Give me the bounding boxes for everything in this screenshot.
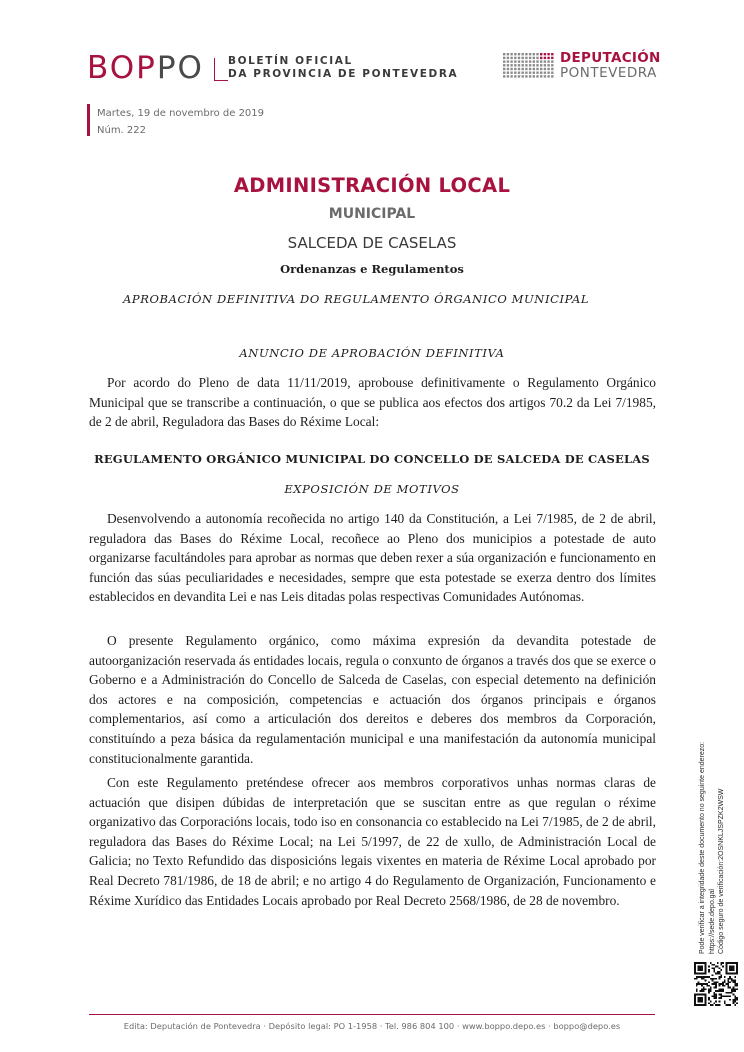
motivos-title: EXPOSICIÓN DE MOTIVOS [284, 482, 460, 496]
verification-line1: Pode verificar a integridade deste documento no seguinte enderezo: [699, 741, 706, 954]
subsection-title: MUNICIPAL [328, 206, 416, 222]
verification-note [698, 742, 727, 954]
bulletin-name-line1: BOLETÍN OFICIAL [228, 55, 353, 67]
entity-name: SALCEDA DE CASELAS [287, 234, 457, 252]
subject-title: APROBACIÓN DEFINITIVA DO REGULAMENTO ÓRGANICO MUNICIPAL [123, 292, 590, 306]
logo-bop: BOP [87, 50, 157, 86]
bulletin-name-line2: DA PROVINCIA DE PONTEVEDRA [228, 68, 459, 80]
issue-number: Núm. 222 [97, 125, 147, 136]
paragraph-motivos-1: Desenvolvendo a autonomía recoñecida no artigo 140 da Constitución, a Lei 7/1985, de 2 de abril, reguladora das Bases do Réxime Local, recoñece ao Pleno dos municipios a potestade de auto organizarse facultándoles para aprobar as normas que deben rexer a súa organización e funcionamento en función das súas peculiaridades e necesidades, sempre que esta potestade se exerza dentro dos límites establecidos en devandita Lei e nas Leis ditadas polas respectivas Comunidades Autónomas. [89, 511, 656, 605]
paragraph-motivos-3: Con este Regulamento preténdese ofrecer aos membros corporativos unhas normas claras de actuación que disipen dúbidas de interpretación que se suscitan entre as que regulan o réxime organizativo das Corporacións locais, todo iso en consonancia co establecido na Lei 7/1985, de 2 de abril, reguladora das Bases do Réxime Local; na Lei 5/1997, de 22 de xullo, de Administración Local de Galicia; no Texto Refundido das disposicións legais vixentes en materia de Réxime Local aprobado por Real Decreto 781/1986, de 18 de abril; e no artigo 4 do Regulamento de Organización, Funcionamento e Réxime Xurídico das Entidades Locais aprobado por Real Decreto 2568/1986, de 28 de novembro. [89, 775, 656, 908]
deputacion-logo-icon [503, 53, 555, 79]
footer-text: Edita: Deputación de Pontevedra · Depósito legal: PO 1-1958 · Tel. 986 804 100 · www.boppo.depo.es · boppo@depo.es [123, 1021, 621, 1031]
paragraph-intro: Por acordo do Pleno de data 11/11/2019, aprobouse definitivamente o Regulamento Orgánico Municipal que se transcribe a continuación, o que se publica aos efectos dos artigos 70.2 da Lei 7/1985, de 2 de abril, Reguladora das Bases do Réxime Local: [89, 375, 656, 430]
paragraph-motivos-2: O presente Regulamento orgánico, como máxima expresión da devandita potestade de autoorganización reservada ás entidades locais, regula o conxunto de órganos a través dos que se exerce o Goberno e a Administración do Concello de Salceda de Caselas, con especial detemento na definición dos actores e na composición, competencias e actuación dos órganos principais e órganos complementarios, así como a articulación dos dereitos e deberes dos membros da Corporación, constituíndo a peza básica da regulamentación municipal e una manifestación da autonomía municipal constitucionalmente garantida. [89, 633, 656, 766]
deputacion-line2: PONTEVEDRA [560, 65, 657, 81]
issue-date: Martes, 19 de novembro de 2019 [97, 108, 265, 119]
category-title: Ordenanzas e Regulamentos [280, 262, 464, 276]
regulation-title: REGULAMENTO ORGÁNICO MUNICIPAL DO CONCELLO DE SALCEDA DE CASELAS [94, 452, 650, 466]
boppo-logo [87, 50, 204, 86]
logo-po: PO [156, 50, 204, 86]
bulletin-name [228, 55, 458, 81]
verification-code: Código seguro de verificación:2OSNKLJSPZK2WSW [718, 788, 725, 954]
issue-info [97, 105, 264, 139]
deputacion-logo-text [560, 51, 661, 81]
footer-rule [89, 1014, 655, 1015]
deputacion-line1: DEPUTACIÓN [560, 50, 661, 66]
verification-url[interactable]: https://sede.depo.gal [708, 889, 716, 954]
announcement-title: ANUNCIO DE APROBACIÓN DEFINITIVA [239, 346, 505, 360]
section-title: ADMINISTRACIÓN LOCAL [233, 174, 511, 197]
logo-divider [214, 58, 215, 80]
logo-underline [214, 80, 228, 81]
qr-code-icon [694, 962, 738, 1006]
date-accent-bar [87, 104, 90, 136]
